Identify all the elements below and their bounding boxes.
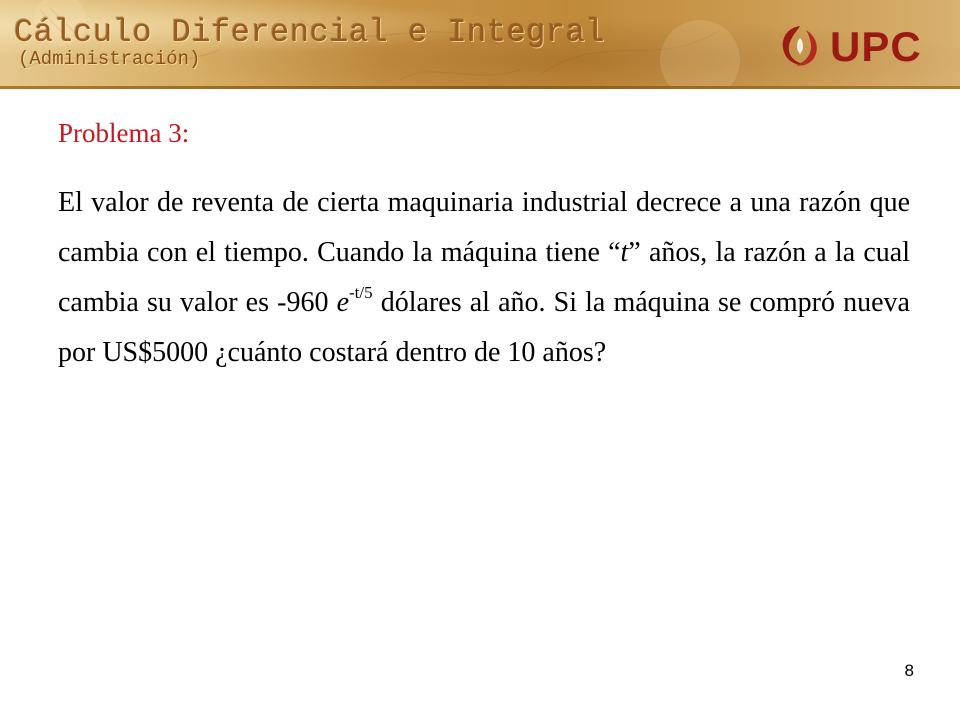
variable-t: t bbox=[620, 237, 629, 268]
problem-statement bbox=[58, 178, 910, 378]
header-divider bbox=[0, 86, 960, 89]
slide-header-banner bbox=[0, 0, 960, 86]
upc-logo-icon bbox=[776, 22, 824, 70]
upc-logo-text: UPC bbox=[830, 23, 922, 70]
statement-text-3: dólares al año. Si la máquina se compró nueva por US$5000 ¿cuánto costará dentro de 10 años? bbox=[58, 287, 910, 368]
page-number: 8 bbox=[904, 661, 914, 680]
problem-heading: Problema 3: bbox=[58, 118, 190, 148]
course-subtitle: (Administración) bbox=[18, 48, 201, 70]
upc-logo bbox=[776, 22, 946, 72]
course-title: Cálculo Diferencial e Integral bbox=[14, 14, 606, 51]
exp-base: e bbox=[336, 287, 350, 318]
exponent: -t/5 bbox=[349, 282, 373, 302]
statement-text-1: El valor de reventa de cierta maquinaria industrial decrece a una razón que cambia con el tiempo. Cuando la máquina tiene “ bbox=[58, 187, 910, 268]
statement-text-2: ” años, la razón a la cual cambia su valor es -960 bbox=[58, 237, 910, 318]
